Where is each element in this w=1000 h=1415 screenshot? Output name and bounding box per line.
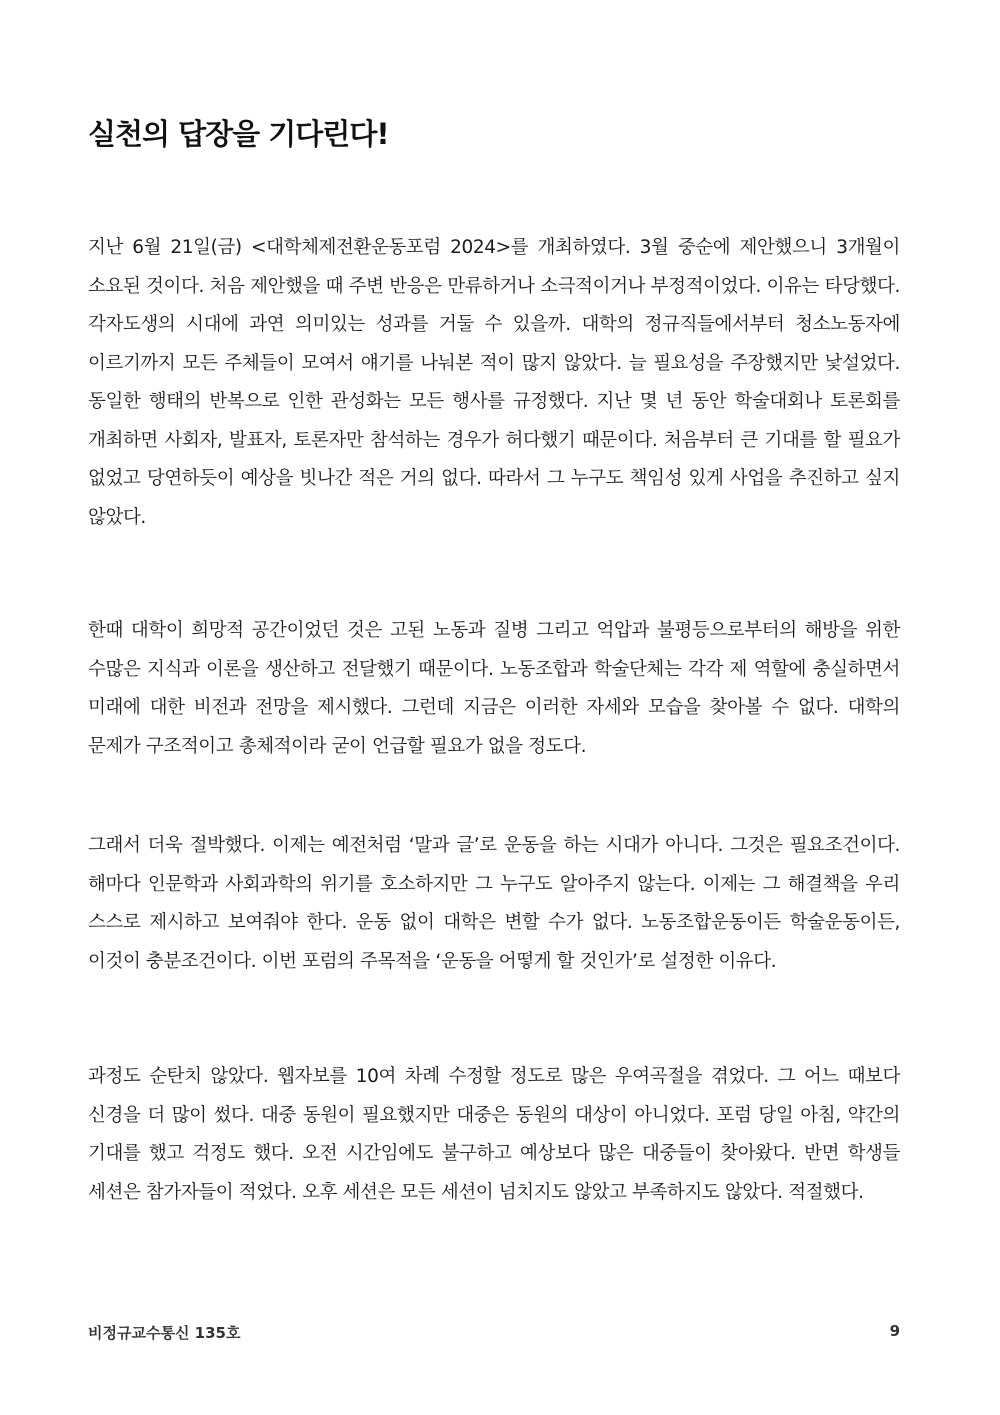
body-paragraph-4: 과정도 순탄치 않았다. 웹자보를 10여 차례 수정할 정도로 많은 우여곡절을 겪었다. 그 어느 때보다 신경을 더 많이 썼다. 대중 동원이 필요했지만 대중은 동원의 대상이 아니었다. 포럼 당일 아침, 약간의 기대를 했고 걱정도 했다. 오전 시간임에도 불구하고 예상보다 많은 대중들이 찾아왔다. 반면 학생들 세션은 참가자들이 적었다. 오후 세션은 모든 세션이 넘치지도 않았고 부족하지도 않았다. 적절했다.	[88, 1066, 900, 1203]
article-title: 실천의 답장을 기다린다!	[88, 117, 389, 151]
body-paragraph-3: 그래서 더욱 절박했다. 이제는 예전처럼 ‘말과 글’로 운동을 하는 시대가 아니다. 그것은 필요조건이다. 해마다 인문학과 사회과학의 위기를 호소하지만 그 누구도 알아주지 않는다. 이제는 그 해결책을 우리 스스로 제시하고 보여줘야 한다. 운동 없이 대학은 변할 수가 없다. 노동조합운동이든 학술운동이든, 이것이 충분조건이다. 이번 포럼의 주목적을 ‘운동을 어떻게 할 것인가’로 설정한 이유다.	[88, 835, 900, 972]
body-paragraph-1: 지난 6월 21일(금) <대학체제전환운동포럼 2024>를 개최하였다. 3월 중순에 제안했으니 3개월이 소요된 것이다. 처음 제안했을 때 주변 반응은 만류하거나 소극적이거나 부정적이었다. 이유는 타당했다. 각자도생의 시대에 과연 의미있는 성과를 거둘 수 있을까. 대학의 정규직들에서부터 청소노동자에 이르기까지 모든 주체들이 모여서 얘기를 나눠본 적이 많지 않았다. 늘 필요성을 주장했지만 낯설었다. 동일한 행태의 반복으로 인한 관성화는 모든 행사를 규정했다. 지난 몇 년 동안 학술대회나 토론회를 개최하면 사회자, 발표자, 토론자만 참석하는 경우가 허다했기 때문이다. 처음부터 큰 기대를 할 필요가 없었고 당연하듯이 예상을 빗나간 적은 거의 없다. 따라서 그 누구도 책임성 있게 사업을 추진하고 싶지 않았다.	[88, 237, 900, 528]
body-paragraph-2: 한때 대학이 희망적 공간이었던 것은 고된 노동과 질병 그리고 억압과 불평등으로부터의 해방을 위한 수많은 지식과 이론을 생산하고 전달했기 때문이다. 노동조합과 학술단체는 각각 제 역할에 충실하면서 미래에 대한 비전과 전망을 제시했다. 그런데 지금은 이러한 자세와 모습을 찾아볼 수 없다. 대학의 문제가 구조적이고 총체적이라 굳이 언급할 필요가 없을 정도다.	[88, 620, 900, 757]
footer-publication: 비정규교수통신 135호	[88, 1324, 241, 1342]
footer-page-number: 9	[889, 1322, 900, 1340]
